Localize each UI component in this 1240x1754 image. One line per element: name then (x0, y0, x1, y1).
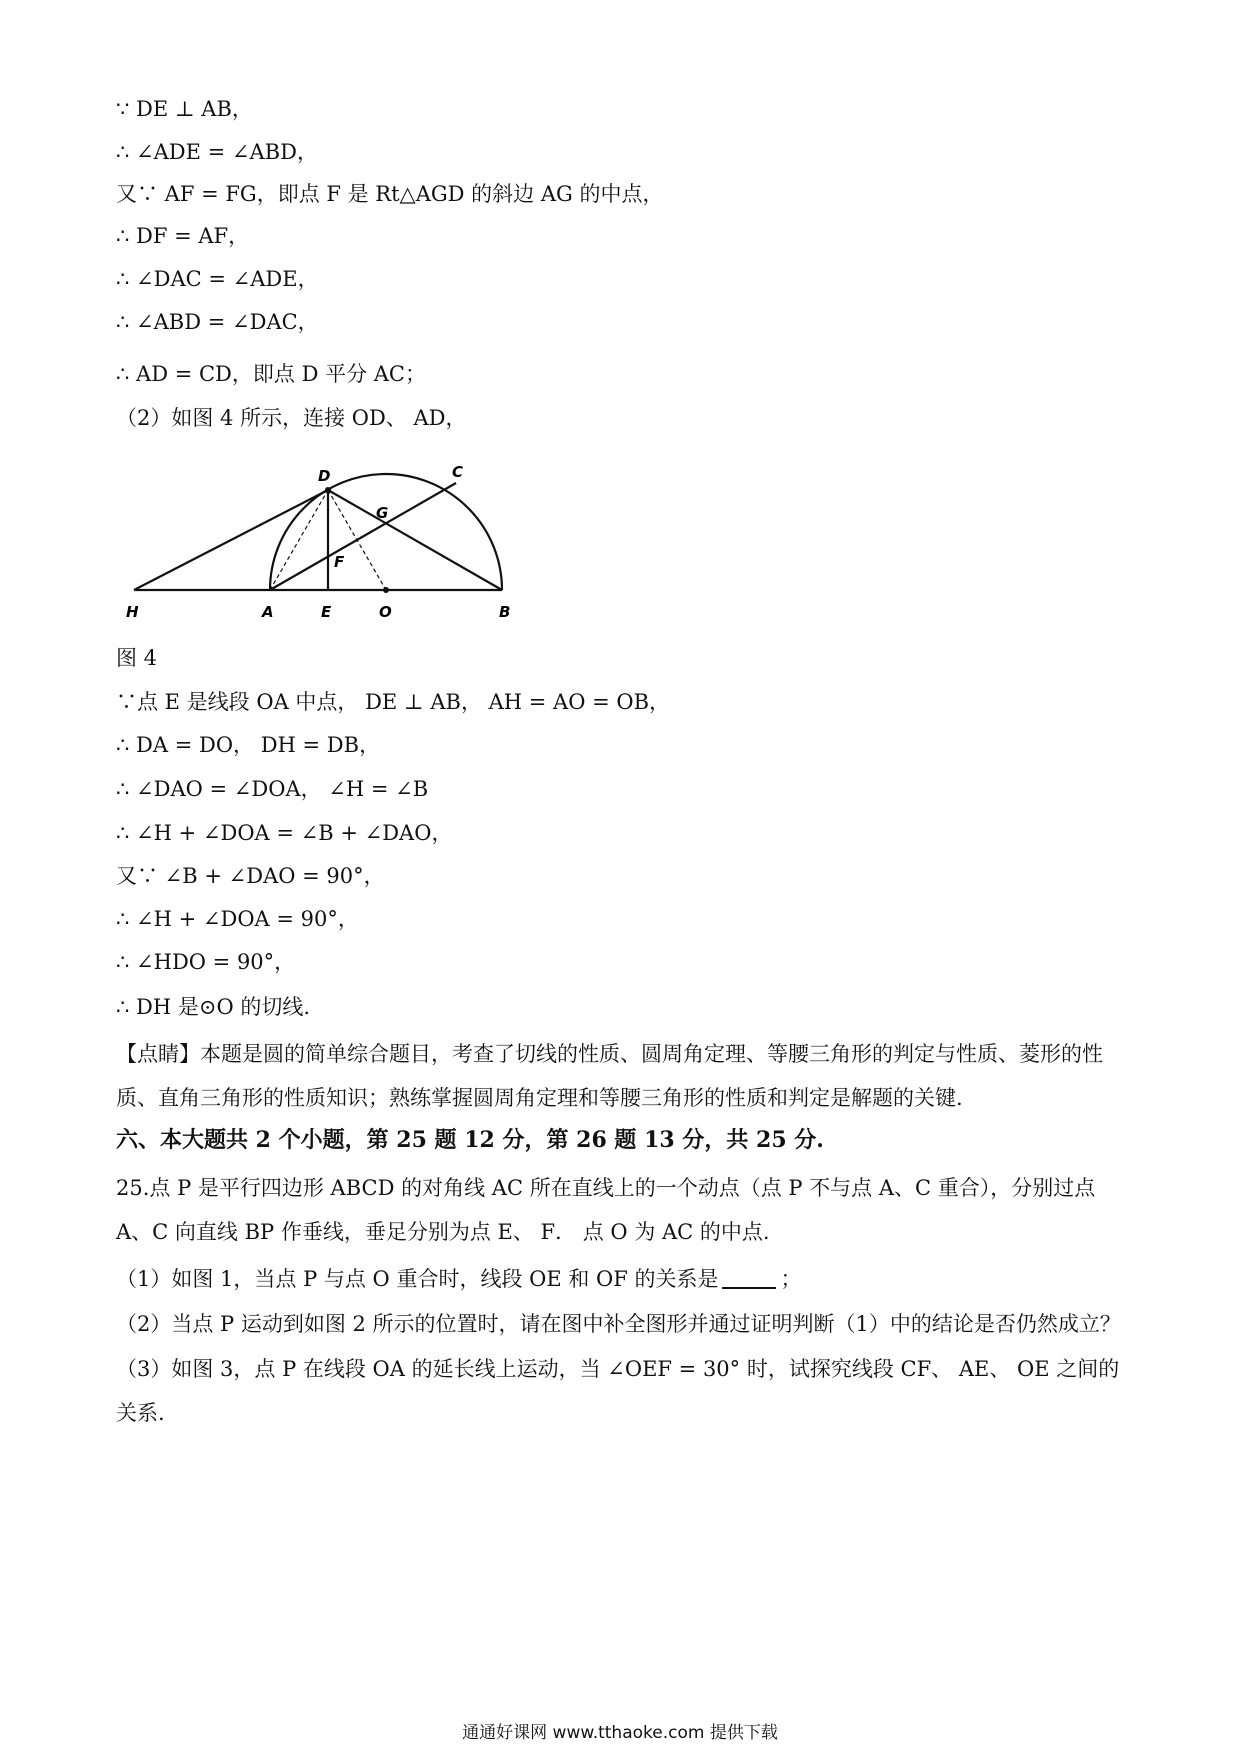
label-C: C (452, 463, 464, 481)
section-heading: 六、本大题共 2 个小题，第 25 题 12 分，第 26 题 13 分，共 25 分. (116, 1127, 824, 1153)
proof2-line-7: ∴ ∠HDO = 90°， (116, 950, 296, 974)
answer-blank (722, 1287, 776, 1289)
figure-caption: 图 4 (116, 646, 158, 670)
proof2-line-5: 又∵ ∠B + ∠DAO = 90°， (116, 864, 385, 888)
point-O (383, 587, 389, 593)
label-A: A (262, 603, 274, 621)
proof-line-2: ∴ ∠ADE = ∠ABD， (116, 140, 318, 164)
proof2-line-1: ∵点 E 是线段 OA 中点， DE ⊥ AB， AH = AO = OB， (116, 690, 671, 714)
proof-line-6: ∴ ∠ABD = ∠DAC， (116, 310, 319, 334)
label-B: B (499, 603, 511, 621)
proof2-line-8: ∴ DH 是⊙O 的切线. (116, 995, 311, 1019)
comment-paragraph: 【点睛】本题是圆的简单综合题目，考查了切线的性质、圆周角定理、等腰三角形的判定与性质、菱形的性质、直角三角形的性质知识；熟练掌握圆周角定理和等腰三角形的性质和判定是解题的关键. (116, 1042, 1103, 1110)
point-D (325, 487, 331, 493)
problem-25-stem: 25.点 P 是平行四边形 ABCD 的对角线 AC 所在直线上的一个动点（点 P 不与点 A、C 重合），分别过点 A、C 向直线 BP 作垂线，垂足分别为点 E、 F． 点 O 为 AC 的中点. (116, 1176, 1096, 1244)
proof-line-1: ∵ DE ⊥ AB， (116, 97, 253, 121)
part2-intro: （2）如图 4 所示，连接 OD、 AD， (116, 406, 467, 430)
proof-line-7: ∴ AD = CD，即点 D 平分 AC； (116, 362, 426, 386)
proof-line-5: ∴ ∠DAC = ∠ADE， (116, 267, 319, 291)
q1-text: （1）如图 1，当点 P 与点 O 重合时，线段 OE 和 OF 的关系是 (116, 1267, 719, 1291)
proof2-line-3: ∴ ∠DAO = ∠DOA， ∠H = ∠B (116, 777, 429, 801)
figure-4-diagram (116, 455, 536, 625)
label-F: F (334, 553, 345, 571)
problem-25-q2: （2）当点 P 运动到如图 2 所示的位置时，请在图中补全图形并通过证明判断（1）中的结论是否仍然成立？ (116, 1312, 1121, 1336)
proof2-line-4: ∴ ∠H + ∠DOA = ∠B + ∠DAO， (116, 821, 453, 845)
label-G: G (376, 504, 389, 522)
proof-line-3: 又∵ AF = FG，即点 F 是 Rt△AGD 的斜边 AG 的中点， (116, 182, 664, 206)
proof2-line-2: ∴ DA = DO， DH = DB， (116, 733, 381, 757)
problem-25-q3: （3）如图 3，点 P 在线段 OA 的延长线上运动，当 ∠OEF = 30° 时，试探究线段 CF、 AE、 OE 之间的关系. (116, 1357, 1120, 1425)
page-footer: 通通好课网 www.tthaoke.com 提供下载 (462, 1723, 778, 1743)
proof-line-4: ∴ DF = AF， (116, 224, 250, 248)
label-D: D (318, 467, 331, 485)
q1-end: ； (780, 1267, 802, 1291)
proof2-line-6: ∴ ∠H + ∠DOA = 90°， (116, 907, 359, 931)
problem-25-q1 (116, 1265, 801, 1293)
line-AC (270, 483, 456, 590)
line-DB (328, 490, 502, 590)
label-O: O (379, 603, 392, 621)
label-E: E (321, 603, 332, 621)
label-H: H (126, 603, 139, 621)
semicircle-arc (270, 474, 502, 590)
